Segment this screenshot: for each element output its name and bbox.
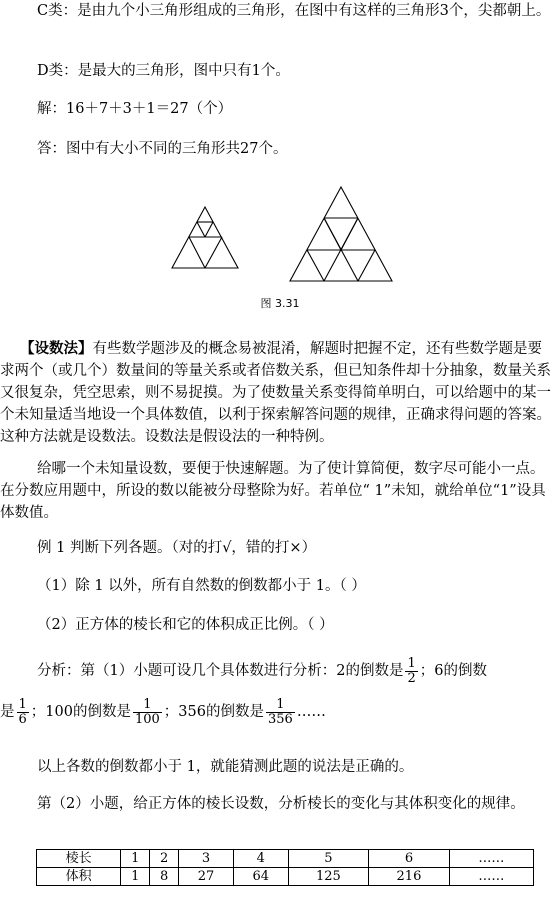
fraction-hundredth <box>133 698 162 727</box>
table-cell: 8 <box>150 868 179 886</box>
para-method <box>0 338 556 448</box>
table-cell: 体积 <box>37 868 121 886</box>
fraction-356 <box>266 698 295 727</box>
analysis-mid3: ；356的倒数是 <box>163 704 264 720</box>
para-example: 例 1 判断下列各题。（对的打√，错的打×） <box>37 540 317 556</box>
para-q2-analysis: 第（2）小题，给正方体的棱长设数，分析棱长的变化与其体积变化的规律。 <box>37 796 525 812</box>
method-title: 【设数法】 <box>20 340 93 357</box>
table-cell: 2 <box>150 850 179 868</box>
frac-den: 6 <box>18 711 27 727</box>
frac-num: 1 <box>18 696 27 712</box>
frac-num: 1 <box>133 698 162 713</box>
table-cell: 125 <box>288 868 369 886</box>
para-assign-tip: 给哪一个未知量设数，要便于快速解题。为了使计算简便，数字尽可能小一点。在分数应用题中，所设的数以能被分母整除为好。若单位“ 1”未知，就给单位“1”设具体数值。 <box>0 461 546 521</box>
para-analysis-line2 <box>0 697 556 727</box>
fraction-sixth <box>17 698 29 727</box>
analysis-pre: 分析：第（1）小题可设几个具体数进行分析：2的倒数是 <box>37 663 404 679</box>
table-cell: 4 <box>233 850 288 868</box>
para-analysis-line1 <box>37 656 557 686</box>
table-cell: 1 <box>121 850 150 868</box>
analysis-end: …… <box>296 704 326 720</box>
analysis-mid1: ；6的倒数 <box>419 663 487 679</box>
table-cell: …… <box>449 868 533 886</box>
method-body: 有些数学题涉及的概念易被混淆，解题时把握不定，还有些数学题是要求两个（或几个）数量间的等量关系或者倍数关系，但已知条件却十分抽象，数量关系又很复杂，凭空思索，则不易捉摸。为了使数量关系变得简单明白，可以给题中的某一个未知量适当地设一个具体数值，以利于探索解答问题的规律，正确求得问题的答案。这种方法就是设数法。设数法是假设法的一种特例。 <box>0 341 551 445</box>
table-cell: 5 <box>288 850 369 868</box>
figure-caption: 图 3.31 <box>260 297 300 310</box>
para-solution: 解：16＋7＋3＋1＝27（个） <box>37 101 233 117</box>
frac-den: 2 <box>407 670 416 686</box>
table-row <box>37 868 534 886</box>
frac-num: 1 <box>407 655 416 671</box>
analysis-is: 是 <box>0 704 15 720</box>
table-cell: 6 <box>369 850 450 868</box>
table-row <box>37 850 534 868</box>
para-d-class: D类：是最大的三角形，图中只有1个。 <box>37 63 290 79</box>
para-q2: （2）正方体的棱长和它的体积成正比例。（ ） <box>37 617 334 633</box>
para-answer: 答：图中有大小不同的三角形共27个。 <box>37 141 288 157</box>
frac-num: 1 <box>266 698 295 713</box>
table-cell: …… <box>449 850 533 868</box>
edge-volume-table <box>36 849 534 886</box>
frac-den: 100 <box>134 711 160 727</box>
para-conclusion: 以上各数的倒数都小于 1，就能猜测此题的说法是正确的。 <box>37 759 414 775</box>
table-cell: 27 <box>179 868 234 886</box>
table-cell: 3 <box>179 850 234 868</box>
para-q1: （1）除 1 以外，所有自然数的倒数都小于 1。（ ） <box>37 578 366 594</box>
table-cell: 棱长 <box>37 850 121 868</box>
table-cell: 1 <box>121 868 150 886</box>
analysis-mid2: ；100的倒数是 <box>30 704 131 720</box>
para-c-class: C类：是由九个小三角形组成的三角形，在图中有这样的三角形3个，尖都朝上。 <box>37 3 551 19</box>
fraction-half <box>405 657 417 686</box>
table-cell: 64 <box>233 868 288 886</box>
table-cell: 216 <box>369 868 450 886</box>
frac-den: 356 <box>267 711 293 727</box>
